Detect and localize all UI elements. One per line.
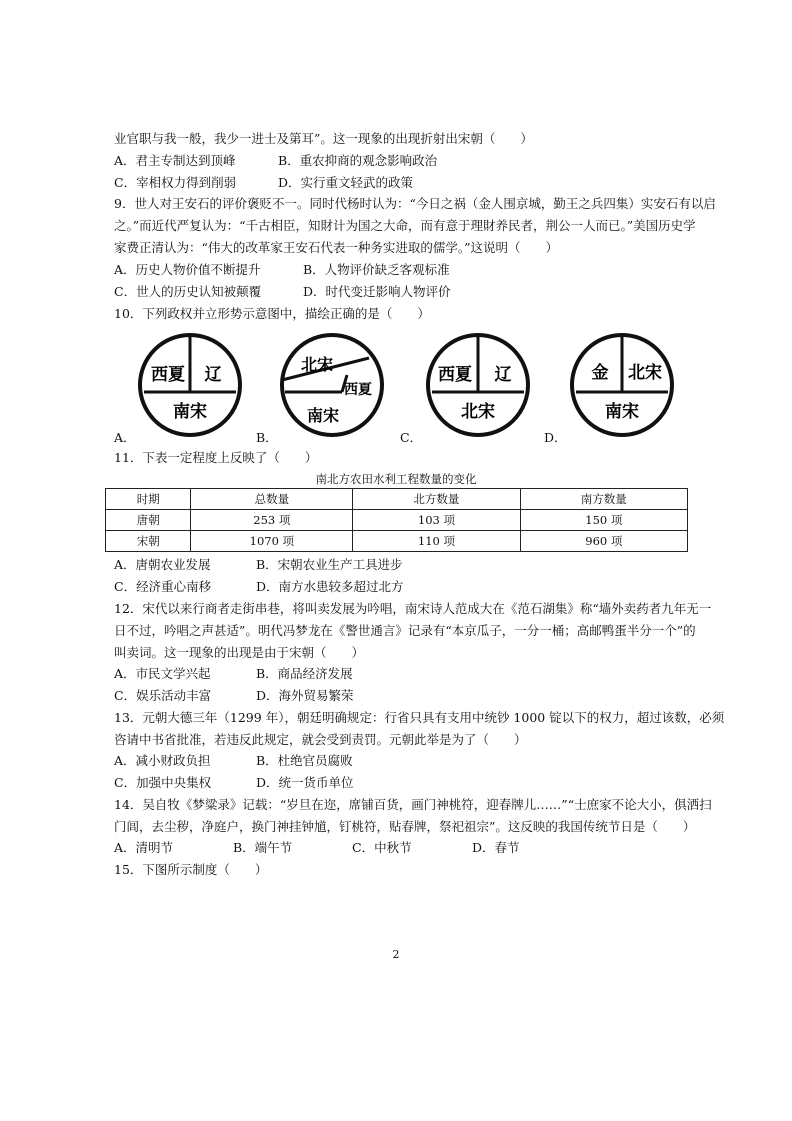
table-cell: 253 项 — [191, 510, 353, 531]
q14-option-c: C．中秋节 — [352, 840, 412, 855]
table-cell: 宋朝 — [106, 531, 191, 552]
q13-option-a: A．减小财政负担 — [114, 753, 211, 768]
table-cell: 150 项 — [520, 510, 687, 531]
q12-option-d: D．海外贸易繁荣 — [256, 688, 354, 703]
q14-stem-line-1: 14．吴自牧《梦粱录》记载：“岁旦在迩，席铺百货，画门神桃符，迎春牌儿……”“士庶家不论大小，俱洒扫 — [114, 797, 712, 812]
diagram-c-top-left: 西夏 — [438, 365, 472, 385]
q8-option-d: D．实行重文轻武的政策 — [278, 175, 414, 190]
table-header-cell: 时期 — [106, 489, 191, 510]
diagram-a-top-left: 西夏 — [151, 365, 185, 385]
table-cell: 唐朝 — [106, 510, 191, 531]
q11-option-b: B．宋朝农业生产工具进步 — [256, 557, 403, 572]
q9-option-b: B．人物评价缺乏客观标准 — [303, 262, 450, 277]
q10-stem: 10．下列政权并立形势示意图中，描绘正确的是（ ） — [114, 306, 430, 321]
q12-stem-line-2: 日不过，吟唱之声甚适”。明代冯梦龙在《警世通言》记录有“本京瓜子，一分一桶；高邮鸭蛋半分一个”的 — [114, 623, 696, 638]
q11-option-a: A．唐朝农业发展 — [114, 557, 211, 572]
q15-stem: 15．下图所示制度（ ） — [114, 862, 268, 877]
q11-table-title: 南北方农田水利工程数量的变化 — [315, 472, 477, 486]
q10-diagram-d — [567, 330, 677, 440]
diagram-b-top: 北宋 — [300, 355, 334, 374]
q12-option-b: B．商品经济发展 — [256, 666, 353, 681]
q10-option-d-label: D． — [544, 430, 567, 445]
q9-stem-line-1: 9．世人对王安石的评价褒贬不一。同时代杨时认为：“今日之祸（金人围京城，勤王之兵四集）实安石有以启 — [114, 196, 716, 211]
diagram-b-bottom: 南宋 — [306, 406, 340, 425]
table-row — [106, 531, 688, 552]
diagram-d-top-right: 北宋 — [628, 363, 662, 383]
diagram-a-bottom: 南宋 — [173, 402, 207, 422]
diagram-d-top-left: 金 — [591, 363, 609, 383]
q10-option-c-label: C． — [400, 430, 423, 445]
q14-option-b: B．端午节 — [233, 840, 293, 855]
q12-option-c: C．娱乐活动丰富 — [114, 688, 212, 703]
q8-option-c: C．宰相权力得到削弱 — [114, 175, 237, 190]
q12-stem-line-3: 叫卖词。这一现象的出现是由于宋朝（ ） — [114, 645, 365, 660]
diagram-b-middle-right: 西夏 — [344, 382, 372, 398]
table-cell: 1070 项 — [191, 531, 353, 552]
q12-option-a: A．市民文学兴起 — [114, 666, 211, 681]
diagram-c-top-right: 辽 — [494, 365, 512, 385]
diagram-c-bottom: 北宋 — [461, 402, 495, 422]
table-cell: 960 项 — [520, 531, 687, 552]
q13-option-c: C．加强中央集权 — [114, 775, 212, 790]
q10-diagram-a — [135, 330, 245, 440]
q11-stem: 11．下表一定程度上反映了（ ） — [114, 450, 318, 465]
page-number: 2 — [392, 948, 400, 961]
table-row — [106, 510, 688, 531]
q10-option-b-label: B． — [256, 430, 278, 445]
q14-option-d: D．春节 — [472, 840, 520, 855]
q9-stem-line-2: 之。”而近代严复认为：“千古相臣，知財计为国之大命，而有意于理財养民者，荆公一人而已。”美国历史学 — [114, 218, 696, 233]
q11-table — [105, 488, 688, 552]
q8-option-b: B．重农抑商的观念影响政治 — [278, 153, 438, 168]
q9-stem-line-3: 家费正清认为：“伟大的改革家王安石代表一种务实进取的儒学。”这说明（ ） — [114, 240, 559, 255]
table-header-cell: 北方数量 — [353, 489, 520, 510]
q11-option-c: C．经济重心南移 — [114, 579, 212, 594]
q9-option-a: A．历史人物价值不断提升 — [114, 262, 261, 277]
q8-option-a: A．君主专制达到顶峰 — [114, 153, 236, 168]
q10-diagram-b — [277, 330, 387, 440]
table-header-row — [106, 489, 688, 510]
q13-option-b: B．杜绝官员腐败 — [256, 753, 353, 768]
table-cell: 110 项 — [353, 531, 520, 552]
diagram-a-top-right: 辽 — [204, 365, 222, 385]
q14-option-a: A．清明节 — [114, 840, 174, 855]
q9-option-d: D．时代变迁影响人物评价 — [303, 284, 451, 299]
q12-stem-line-1: 12．宋代以来行商者走街串巷，将叫卖发展为吟唱，南宋诗人范成大在《范石湖集》称“墙外卖药者九年无一 — [114, 601, 712, 616]
q13-stem-line-1: 13．元朝大德三年（1299 年），朝廷明确规定：行省只具有支用中统钞 1000 锭以下的权力，超过该数，必须 — [114, 710, 725, 725]
q9-option-c: C．世人的历史认知被颠覆 — [114, 284, 262, 299]
table-header-cell: 南方数量 — [520, 489, 687, 510]
q11-option-d: D．南方水患较多超过北方 — [256, 579, 404, 594]
table-cell: 103 项 — [353, 510, 520, 531]
diagram-d-bottom: 南宋 — [605, 402, 639, 422]
q14-stem-line-2: 门闾，去尘秽，净庭户，换门神挂钟馗，钉桃符，贴春牌，祭祀祖宗”。这反映的我国传统节日是（ ） — [114, 819, 696, 834]
q10-diagram-c — [423, 330, 533, 440]
q8-stem: 业官职与我一般，我少一进士及第耳”。这一现象的出现折射出宋朝（ ） — [114, 131, 533, 146]
q13-option-d: D．统一货币单位 — [256, 775, 354, 790]
q13-stem-line-2: 咨请中书省批准，若违反此规定，就会受到责罚。元朝此举是为了（ ） — [114, 732, 527, 747]
table-header-cell: 总数量 — [191, 489, 353, 510]
q10-option-a-label: A． — [114, 430, 136, 445]
